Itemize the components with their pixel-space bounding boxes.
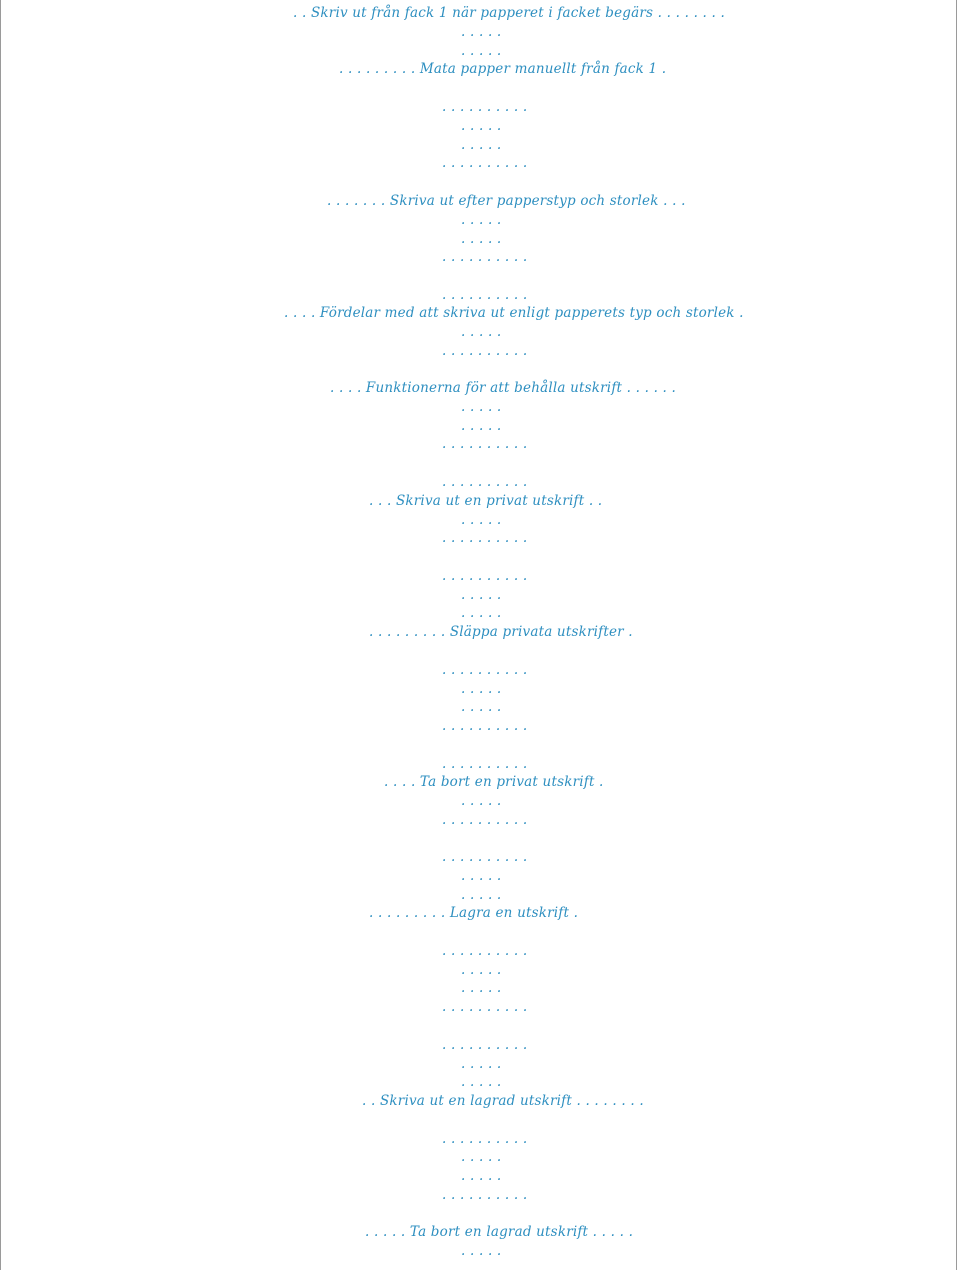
toc-leader: . . . . . . . . . .	[442, 474, 528, 490]
toc-leader: . . . . . . . . . .	[442, 999, 528, 1015]
toc-leader: . . . . .	[461, 962, 502, 978]
toc-leader: . . . . .	[461, 118, 502, 134]
toc-entry-skriva-ut-en-privat-utskrift[interactable]: . . . Skriva ut en privat utskrift . .	[369, 493, 603, 509]
toc-leader: . . . . .	[461, 137, 502, 153]
toc-entry-skriv-ut-fran-fack-1[interactable]: . . Skriv ut från fack 1 när papperet i facket begärs . . . . . . . .	[293, 5, 726, 21]
toc-entry-funktionerna-for-att-behalla[interactable]: . . . . Funktionerna för att behålla utskrift . . . . . .	[330, 380, 677, 396]
toc-leader: . . . . . . . . . .	[442, 568, 528, 584]
toc-leader: . . . . . . . . . .	[442, 249, 528, 265]
toc-leader: . . . . . . . . . .	[442, 812, 528, 828]
toc-entry-slappa-privata-utskrifter[interactable]: . . . . . . . . . Släppa privata utskrifter .	[369, 624, 633, 640]
toc-leader: . . . . .	[461, 512, 502, 528]
toc-leader: . . . . . . . . . .	[442, 1037, 528, 1053]
toc-leader: . . . . .	[461, 980, 502, 996]
toc-entry-mata-papper-manuellt[interactable]: . . . . . . . . . Mata papper manuellt från fack 1 .	[339, 61, 667, 77]
toc-leader: . . . . .	[461, 1168, 502, 1184]
toc-leader: . . . . .	[461, 1074, 502, 1090]
toc-leader: . . . . . . . . . .	[442, 718, 528, 734]
toc-leader: . . . . .	[461, 324, 502, 340]
toc-leader: . . . . . . . . . .	[442, 1187, 528, 1203]
toc-leader: . . . . .	[461, 868, 502, 884]
toc-leader: . . . . . . . . . .	[442, 436, 528, 452]
toc-leader: . . . . .	[461, 1243, 502, 1259]
toc-leader: . . . . . . . . . .	[442, 530, 528, 546]
toc-leader: . . . . .	[461, 1056, 502, 1072]
toc-entry-lagra-en-utskrift[interactable]: . . . . . . . . . Lagra en utskrift .	[369, 905, 579, 921]
toc-leader: . . . . .	[461, 24, 502, 40]
toc-leader: . . . . . . . . . .	[442, 943, 528, 959]
toc-leader: . . . . .	[461, 1149, 502, 1165]
toc-leader: . . . . .	[461, 681, 502, 697]
toc-leader: . . . . .	[461, 587, 502, 603]
toc-leader: . . . . .	[461, 399, 502, 415]
toc-leader: . . . . .	[461, 212, 502, 228]
toc-entry-fordelar-med-att-skriva-ut[interactable]: . . . . Fördelar med att skriva ut enligt papperets typ och storlek .	[284, 305, 744, 321]
toc-leader: . . . . .	[461, 605, 502, 621]
toc-leader: . . . . .	[461, 231, 502, 247]
toc-entry-ta-bort-en-privat-utskrift[interactable]: . . . . Ta bort en privat utskrift .	[384, 774, 604, 790]
toc-leader: . . . . . . . . . .	[442, 662, 528, 678]
toc-leader: . . . . . . . . . .	[442, 343, 528, 359]
toc-leader: . . . . . . . . . .	[442, 99, 528, 115]
toc-leader: . . . . .	[461, 793, 502, 809]
toc-leader: . . . . .	[461, 887, 502, 903]
toc-entry-skriva-ut-efter-papperstyp[interactable]: . . . . . . . Skriva ut efter papperstyp och storlek . . .	[327, 193, 686, 209]
toc-leader: . . . . .	[461, 699, 502, 715]
toc-leader: . . . . .	[461, 418, 502, 434]
toc-leader: . . . . . . . . . .	[442, 1131, 528, 1147]
toc-leader: . . . . . . . . . .	[442, 155, 528, 171]
toc-leader: . . . . .	[461, 43, 502, 59]
toc-entry-skriva-ut-en-lagrad-utskrift[interactable]: . . Skriva ut en lagrad utskrift . . . . . . . .	[362, 1093, 644, 1109]
toc-leader: . . . . . . . . . .	[442, 849, 528, 865]
toc-leader: . . . . . . . . . .	[442, 756, 528, 772]
toc-leader: . . . . . . . . . .	[442, 287, 528, 303]
toc-entry-ta-bort-en-lagrad-utskrift[interactable]: . . . . . Ta bort en lagrad utskrift . . . . .	[365, 1224, 634, 1240]
